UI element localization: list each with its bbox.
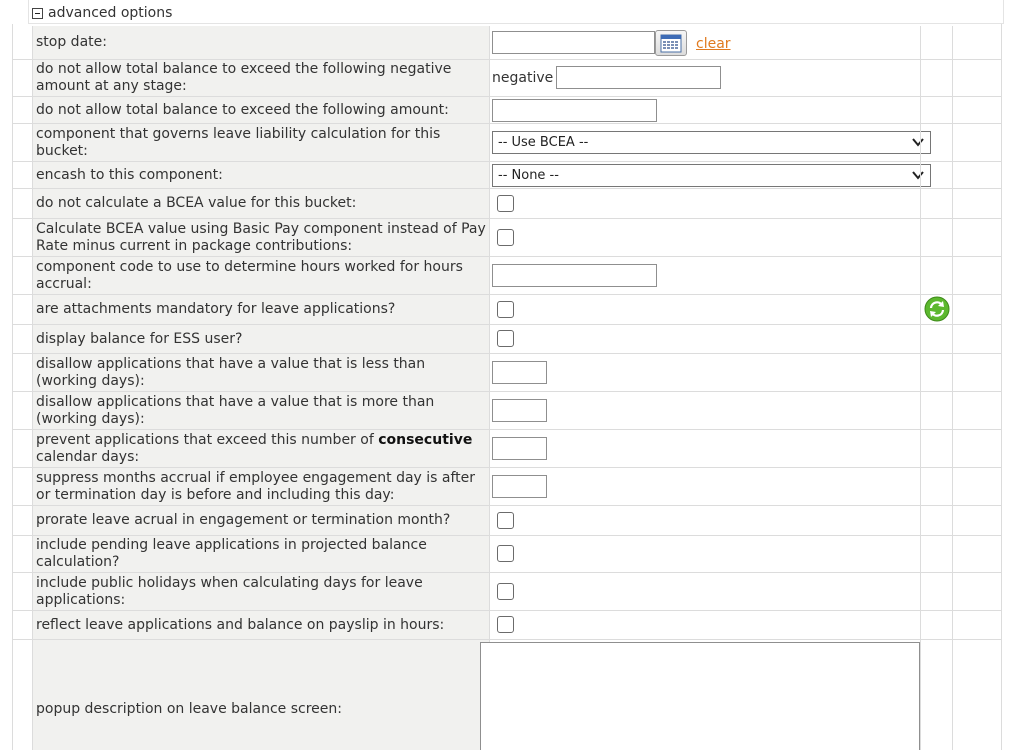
prorate-accrual-checkbox[interactable] (497, 512, 514, 529)
popup-description-textarea[interactable] (480, 642, 920, 750)
liability-selected-value: -- Use BCEA -- (498, 135, 589, 150)
row-consecutive-days (12, 430, 1002, 468)
row-disallow-less (12, 354, 1002, 392)
row-hours-component (12, 257, 1002, 295)
label-suppress-accrual: suppress months accrual if employee engagement day is after or termination day is before and including this day: (36, 469, 476, 503)
hours-component-input[interactable] (492, 264, 657, 287)
row-include-pending (12, 536, 1002, 573)
row-stop-date (12, 26, 1002, 60)
row-negative-limit (12, 60, 1002, 97)
clear-link[interactable]: clear (696, 36, 731, 52)
label-max-amount: do not allow total balance to exceed the following amount: (36, 101, 449, 118)
consecutive-days-input[interactable] (492, 437, 547, 460)
label-negative-limit: do not allow total balance to exceed the following negative amount at any stage: (36, 61, 452, 94)
row-encash-component (12, 162, 1002, 189)
label-encash-component: encash to this component: (36, 166, 223, 183)
row-include-holidays (12, 573, 1002, 611)
label-disallow-less: disallow applications that have a value that is less than (working days): (36, 355, 426, 389)
section-header (28, 0, 1004, 24)
encash-component-select[interactable] (492, 164, 931, 187)
attachments-mandatory-checkbox[interactable] (497, 301, 514, 318)
bcea-basic-pay-checkbox[interactable] (497, 229, 514, 246)
collapse-icon[interactable] (32, 8, 43, 19)
payslip-hours-checkbox[interactable] (497, 616, 514, 633)
label-consecutive-days: prevent applications that exceed this number of consecutive calendar days: (36, 431, 473, 465)
include-holidays-checkbox[interactable] (497, 583, 514, 600)
refresh-icon[interactable] (924, 296, 950, 322)
row-attachments-mandatory (12, 295, 1002, 325)
label-hours-component: component code to use to determine hours worked for hours accrual: (36, 258, 463, 292)
row-prorate-accrual (12, 506, 1002, 536)
encash-selected-value: -- None -- (498, 168, 559, 183)
calendar-button[interactable] (655, 30, 687, 56)
max-amount-input[interactable] (492, 99, 657, 122)
row-payslip-hours (12, 611, 1002, 640)
advanced-options-toggle[interactable] (32, 3, 172, 23)
negative-amount-input[interactable] (556, 66, 721, 89)
label-include-pending: include pending leave applications in projected balance calculation? (36, 537, 427, 570)
row-max-amount (12, 97, 1002, 124)
row-disallow-more (12, 392, 1002, 430)
chevron-down-icon (912, 137, 924, 147)
row-suppress-accrual (12, 468, 1002, 506)
section-title: advanced options (48, 5, 173, 21)
label-stop-date: stop date: (36, 34, 107, 50)
chevron-down-icon (912, 170, 924, 180)
display-balance-ess-checkbox[interactable] (497, 330, 514, 347)
negative-prefix: negative (492, 70, 554, 86)
label-prorate-accrual: prorate leave acrual in engagement or termination month? (36, 512, 451, 528)
label-no-bcea: do not calculate a BCEA value for this bucket: (36, 195, 357, 211)
row-display-balance-ess (12, 325, 1002, 354)
row-liability-component (12, 124, 1002, 162)
suppress-accrual-input[interactable] (492, 475, 547, 498)
label-include-holidays: include public holidays when calculating days for leave applications: (36, 574, 423, 608)
disallow-more-input[interactable] (492, 399, 547, 422)
label-popup-description: popup description on leave balance screen: (36, 701, 342, 717)
row-no-bcea (12, 189, 1002, 219)
stop-date-input[interactable] (492, 31, 655, 54)
label-bcea-basic-pay: Calculate BCEA value using Basic Pay component instead of Pay Rate minus current in package contributions: (36, 220, 486, 254)
label-disallow-more: disallow applications that have a value that is more than (working days): (36, 393, 435, 427)
label-payslip-hours: reflect leave applications and balance on payslip in hours: (36, 616, 445, 633)
label-attachments-mandatory: are attachments mandatory for leave applications? (36, 301, 396, 317)
include-pending-checkbox[interactable] (497, 545, 514, 562)
label-liability-component: component that governs leave liability calculation for this bucket: (36, 125, 441, 159)
calendar-icon (660, 33, 682, 53)
no-bcea-checkbox[interactable] (497, 195, 514, 212)
label-consecutive-bold: consecutive (378, 431, 473, 448)
row-bcea-basic-pay (12, 219, 1002, 257)
label-display-balance-ess: display balance for ESS user? (36, 330, 243, 347)
disallow-less-input[interactable] (492, 361, 547, 384)
liability-component-select[interactable] (492, 131, 931, 154)
